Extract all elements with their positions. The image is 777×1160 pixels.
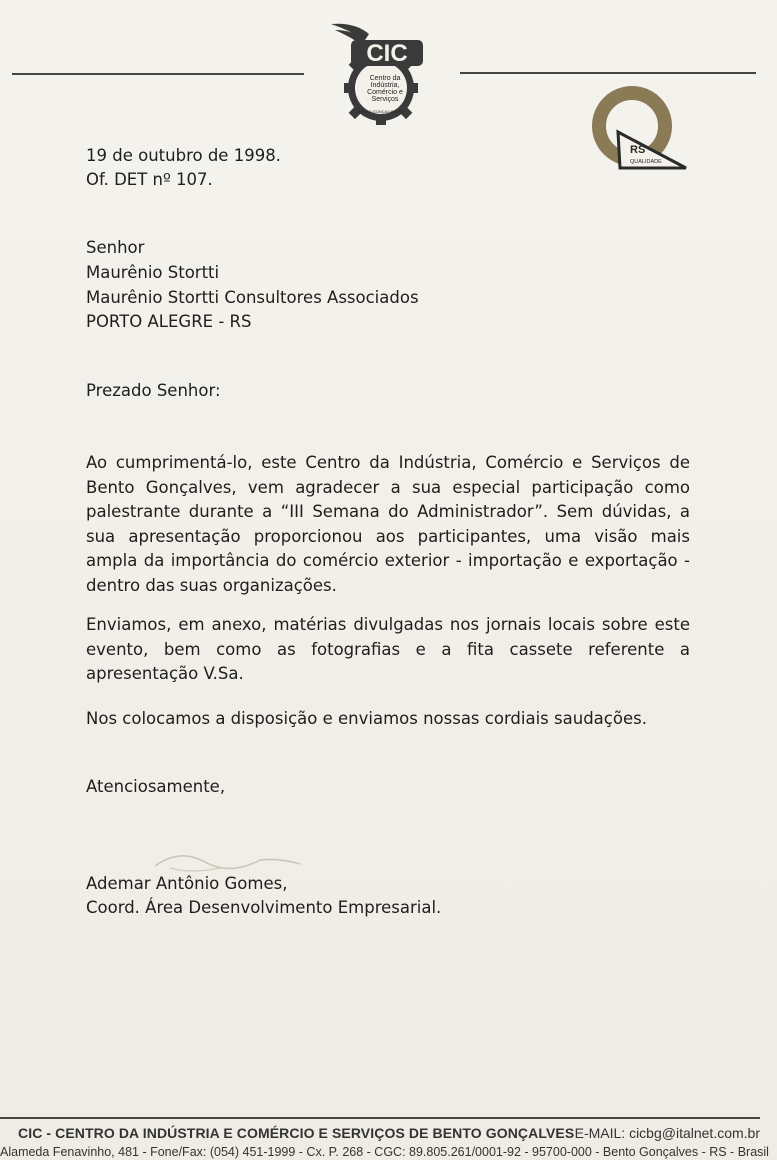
recipient-city: PORTO ALEGRE - RS <box>86 312 252 331</box>
footer-rule <box>0 1117 760 1119</box>
svg-text:BENTO GONÇALVES RS: BENTO GONÇALVES RS <box>357 109 405 114</box>
letter-reference: Of. DET nº 107. <box>86 170 213 189</box>
header-rule-right <box>460 72 756 74</box>
signer-title: Coord. Área Desenvolvimento Empresarial. <box>86 898 442 917</box>
body-paragraph-3: Nos colocamos a disposição e enviamos nossas cordiais saudações. <box>86 709 647 728</box>
signer-name: Ademar Antônio Gomes, <box>86 874 288 893</box>
recipient-salutation: Senhor <box>86 238 145 257</box>
logo-cic-letters: CIC <box>366 40 408 67</box>
letter-date: 19 de outubro de 1998. <box>86 146 281 165</box>
header-rule-left <box>12 73 304 75</box>
footer-organization-line <box>18 1125 760 1141</box>
footer-address: Alameda Fenavinho, 481 - Fone/Fax: (054) 451-1999 - Cx. P. 268 - CGC: 89.805.261/0001-92 - 95700-000 - Bento Gonçalves - RS - Brasil <box>0 1145 769 1159</box>
recipient-name: Maurênio Stortti <box>86 263 220 282</box>
svg-text:RS: RS <box>630 144 646 156</box>
greeting: Prezado Senhor: <box>86 381 221 400</box>
closing: Atenciosamente, <box>86 777 226 796</box>
svg-text:Indústria,: Indústria, <box>370 82 400 89</box>
body-paragraph-1: Ao cumprimentá-lo, este Centro da Indústria, Comércio e Serviços de Bento Gonçalves, vem agradecer a sua especial participação como palestrante durante a “III Semana do Administrador”. Sem dúvidas, a sua apresentação proporcionou aos participantes, uma visão mais ampla da importância do comércio exterior - importação e exportação - dentro das suas organizações. <box>86 453 690 595</box>
svg-text:Serviços: Serviços <box>371 96 399 103</box>
faint-signature <box>150 838 310 878</box>
body-paragraph-2: Enviamos, em anexo, matérias divulgadas nos jornais locais sobre este evento, bem como as fotografias e a fita cassete referente a apresentação V.Sa. <box>86 615 690 683</box>
svg-text:Centro da: Centro da <box>369 75 401 82</box>
rs-qualidade-logo <box>590 86 690 172</box>
svg-text:QUALIDADE: QUALIDADE <box>630 159 662 165</box>
footer-organization: CIC - CENTRO DA INDÚSTRIA E COMÉRCIO E SERVIÇOS DE BENTO GONÇALVES <box>18 1125 575 1141</box>
recipient-company: Maurênio Stortti Consultores Associados <box>86 288 419 307</box>
svg-text:Comércio e: Comércio e <box>367 89 403 96</box>
cic-logo <box>325 18 437 130</box>
footer-email: E-MAIL: cicbg@italnet.com.br <box>574 1125 760 1141</box>
